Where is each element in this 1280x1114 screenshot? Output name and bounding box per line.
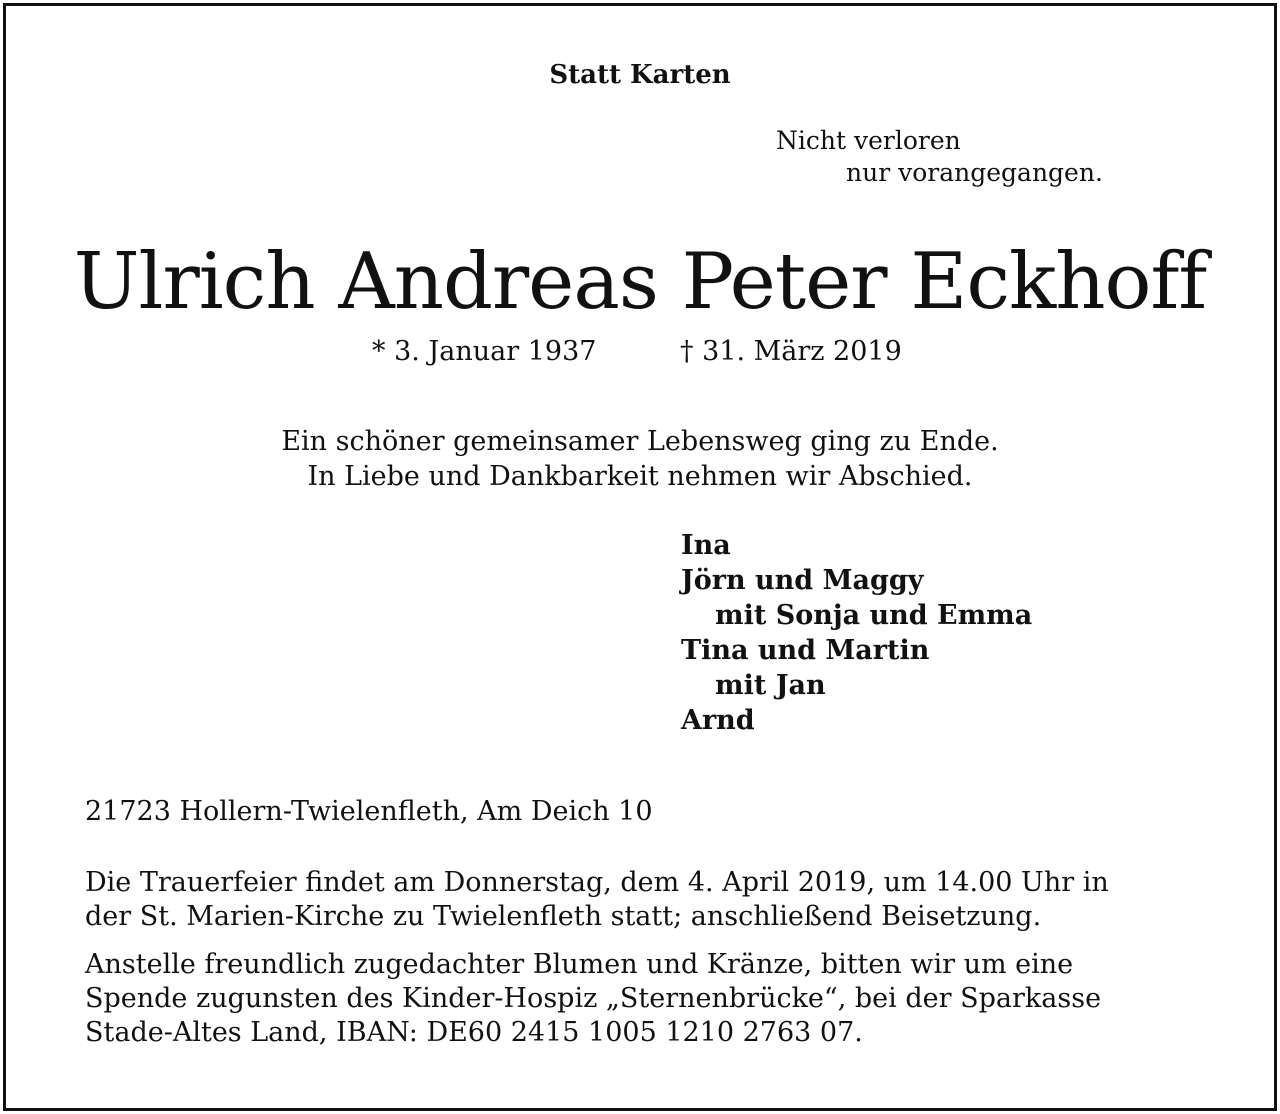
- mourner-line: mit Sonja und Emma: [715, 600, 1033, 631]
- deceased-name: Ulrich Andreas Peter Eckhoff: [73, 237, 1207, 327]
- birth-date: * 3. Januar 1937: [372, 336, 597, 367]
- notice-header: Statt Karten: [549, 60, 731, 90]
- mourner-line: Ina: [681, 530, 731, 561]
- motto-line-1: Nicht verloren: [776, 126, 961, 155]
- donation-info-line: Stade-Altes Land, IBAN: DE60 2415 1005 1210 2763 07.: [85, 1017, 863, 1048]
- service-info: [85, 866, 1109, 934]
- service-info-line: der St. Marien-Kirche zu Twielenfleth statt; anschließend Beisetzung.: [85, 901, 1042, 932]
- death-date: † 31. März 2019: [680, 336, 902, 367]
- mourners-list: [681, 528, 1032, 738]
- mourner-line: Arnd: [681, 705, 755, 736]
- verse-line-1: Ein schöner gemeinsamer Lebensweg ging zu Ende.: [281, 426, 999, 457]
- mourner-line: Jörn und Maggy: [681, 565, 924, 596]
- donation-info-line: Spende zugunsten des Kinder-Hospiz „Sternenbrücke“, bei der Sparkasse: [85, 983, 1102, 1014]
- mourner-line: mit Jan: [715, 670, 826, 701]
- mourner-line: Tina und Martin: [681, 635, 930, 666]
- service-info-line: Die Trauerfeier findet am Donnerstag, dem 4. April 2019, um 14.00 Uhr in: [85, 867, 1109, 898]
- donation-info-line: Anstelle freundlich zugedachter Blumen und Kränze, bitten wir um eine: [85, 949, 1074, 980]
- family-address: 21723 Hollern-Twielenfleth, Am Deich 10: [85, 796, 653, 827]
- verse-line-2: In Liebe und Dankbarkeit nehmen wir Abschied.: [307, 461, 973, 492]
- donation-info: [85, 948, 1101, 1050]
- motto-line-2: nur vorangegangen.: [846, 158, 1103, 187]
